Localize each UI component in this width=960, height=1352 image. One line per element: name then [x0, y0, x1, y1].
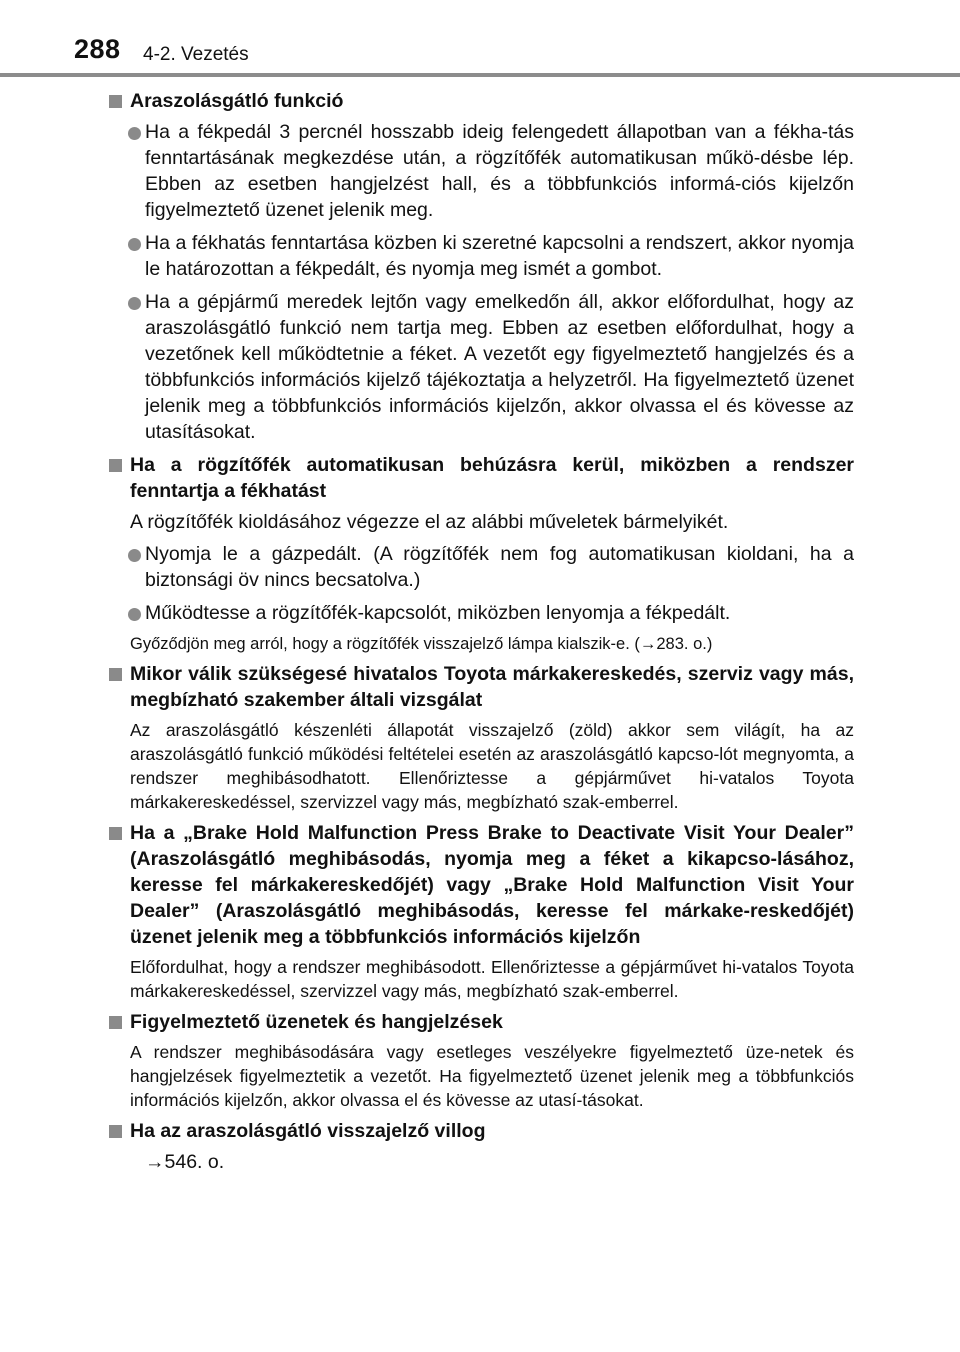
square-bullet-icon	[109, 1016, 122, 1029]
section-indicator-flashing	[108, 1118, 854, 1175]
list-item: Ha a fékhatás fenntartása közben ki szeretné kapcsolni a rendszert, akkor nyomja le határozottan a fékpedált, és nyomja meg ismét a gombot.	[108, 230, 854, 282]
square-bullet-icon	[109, 827, 122, 840]
section-heading: Figyelmeztető üzenetek és hangjelzések	[108, 1009, 854, 1035]
section-heading: Mikor válik szükségesé hivatalos Toyota márkakereskedés, szerviz vagy más, megbízható szakember általi vizsgálat	[108, 661, 854, 713]
list-item: Ha a fékpedál 3 percnél hosszabb ideig felengedett állapotban van a fékha-tás fenntartásának megkezdése után, a rögzítőfék automatikusan műkö-désbe lép. Ebben az esetben hangjelzést hall, és a többfunkciós informá-ciós kijelzőn figyelmeztető üzenet jelenik meg.	[108, 119, 854, 223]
square-bullet-icon	[109, 668, 122, 681]
section-body: Az araszolásgátló készenléti állapotát visszajelző (zöld) akkor sem világít, ha az araszolásgátló funkció működési feltételei esetén az araszolásgátló kapcso-lót megnyomta, a rendszer meghibásodhatott. Ellenőriztesse a gépjárművet hi-vatalos Toyota márkakereskedéssel, szervizzel vagy más, megbízható szak-emberrel.	[130, 720, 854, 812]
square-bullet-icon	[109, 1125, 122, 1138]
section-inspection	[108, 661, 854, 814]
page-content	[108, 88, 854, 1181]
page-number: 288	[74, 34, 121, 64]
list-item: Ha a gépjármű meredek lejtőn vagy emelkedőn áll, akkor előfordulhat, hogy az araszolásgátló funkció nem tartja meg. Ebben az esetben előfordulhat, hogy a vezetőnek kell működtetnie a féket. A vezetőt egy figyelmeztető hangjelzés és a többfunkciós információs kijelző tájékoztatja a helyzetről. Ha figyelmeztető üzenet jelenik meg a többfunkciós információs kijelzőn, akkor olvassa el és kövesse az utasításokat.	[108, 289, 854, 445]
chapter-title: 4-2. Vezetés	[143, 44, 249, 65]
round-bullet-icon	[128, 127, 141, 140]
section-body: Előfordulhat, hogy a rendszer meghibásodott. Ellenőriztesse a gépjárművet hi-vatalos Toyota márkakereskedéssel, szervizzel vagy más, megbízható szak-emberrel.	[130, 957, 854, 1001]
section-heading: Araszolásgátló funkció	[108, 88, 854, 114]
section-heading: Ha a rögzítőfék automatikusan behúzásra kerül, miközben a rendszer fenntartja a fékhatást	[108, 452, 854, 504]
square-bullet-icon	[109, 459, 122, 472]
round-bullet-icon	[128, 549, 141, 562]
page-reference: →546. o.	[145, 1151, 225, 1173]
round-bullet-icon	[128, 608, 141, 621]
section-note: Győződjön meg arról, hogy a rögzítőfék visszajelző lámpa kialszik-e. (→283. o.)	[130, 635, 713, 653]
header-divider	[0, 73, 960, 77]
round-bullet-icon	[128, 238, 141, 251]
section-malfunction-message	[108, 820, 854, 1003]
section-creep-prevention	[108, 88, 854, 445]
square-bullet-icon	[109, 95, 122, 108]
section-intro: A rögzítőfék kioldásához végezze el az alábbi műveletek bármelyikét.	[130, 511, 729, 533]
list-item: Működtesse a rögzítőfék-kapcsolót, miközben lenyomja a fékpedált.	[108, 600, 854, 626]
section-heading: Ha az araszolásgátló visszajelző villog	[108, 1118, 854, 1144]
page-header	[0, 0, 960, 78]
section-body: A rendszer meghibásodására vagy esetleges veszélyekre figyelmeztető üze-netek és hangjelzések figyelmeztetik a vezetőt. Ha figyelmeztető üzenet jelenik meg a többfunkciós információs kijelzőn, akkor olvassa el és kövesse az utasí-tásokat.	[130, 1042, 854, 1110]
section-parking-brake-auto	[108, 452, 854, 655]
list-item: Nyomja le a gázpedált. (A rögzítőfék nem fog automatikusan kioldani, ha a biztonsági öv nincs becsatolva.)	[108, 541, 854, 593]
round-bullet-icon	[128, 297, 141, 310]
section-heading: Ha a „Brake Hold Malfunction Press Brake to Deactivate Visit Your Dealer” (Araszolásgátló meghibásodás, nyomja meg a féket a kikapcso-lásához, keresse fel márkakereskedőjét) vagy „Brake Hold Malfunction Visit Your Dealer” (Araszolásgátló meghibásodás, keresse fel márkake-reskedőjét) üzenet jelenik meg a többfunkciós információs kijelzőn	[108, 820, 854, 950]
section-warnings	[108, 1009, 854, 1112]
